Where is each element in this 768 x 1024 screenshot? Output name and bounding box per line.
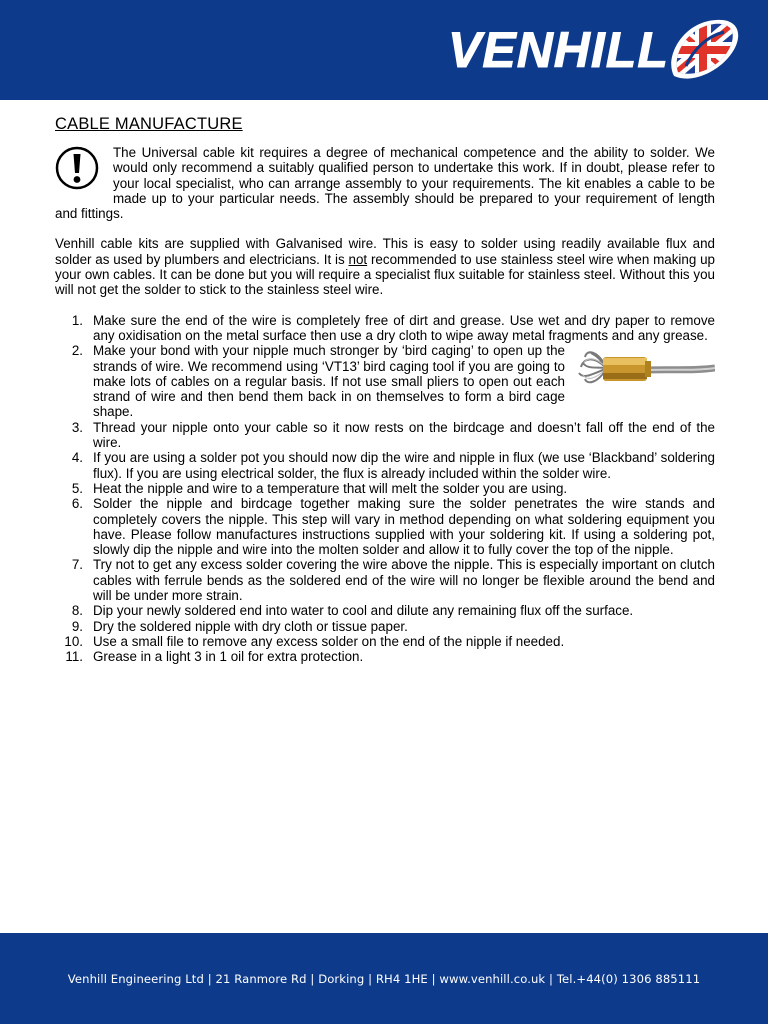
list-text: Dip your newly soldered end into water to cool and dilute any remaining flux off the surface.	[93, 603, 634, 619]
header-band	[0, 0, 768, 100]
list-item	[55, 557, 715, 603]
wire-type-paragraph	[55, 236, 715, 297]
list-text: Grease in a light 3 in 1 oil for extra protection.	[93, 649, 364, 665]
para2-underlined-word: not	[348, 251, 368, 267]
list-number: 2.	[71, 343, 83, 359]
list-item	[55, 496, 715, 557]
intro-section	[55, 145, 715, 221]
list-item	[55, 313, 715, 344]
list-text: Try not to get any excess solder covering the wire above the nipple. This is especially important on clutch cables with ferrule bends as the soldered end of the wire will no longer be flexible around the bend and will be under more strain.	[93, 557, 715, 604]
footer-contact-info[interactable]: Venhill Engineering Ltd | 21 Ranmore Rd | Dorking | RH4 1HE | www.venhill.co.uk | Tel.+44(0) 1306 885111	[67, 972, 701, 986]
exclamation-circle-icon	[55, 146, 99, 190]
list-text: Heat the nipple and wire to a temperature that will melt the solder you are using.	[93, 480, 568, 496]
list-item	[55, 450, 715, 481]
page-title: CABLE MANUFACTURE	[55, 115, 243, 133]
list-number: 8.	[71, 603, 83, 619]
list-number: 4.	[71, 450, 83, 466]
logo-wordmark: VENHILL	[448, 22, 669, 78]
cable-nipple-birdcage-photo	[575, 345, 715, 391]
list-number: 6.	[71, 496, 83, 512]
list-number: 9.	[71, 618, 83, 634]
list-item	[55, 343, 715, 419]
list-number: 7.	[71, 557, 83, 573]
list-text: Make your bond with your nipple much stronger by ‘bird caging’ to open up the strands of wire. We recommend using ‘VT13’ bird caging tool if you are going to make lots of cables on a regular basis. If not use small pliers to open out each strand of wire and then bend them back in on themselves to form a bird cage shape.	[93, 343, 565, 420]
list-text: Use a small file to remove any excess solder on the end of the nipple if needed.	[93, 633, 565, 649]
document-body	[55, 114, 715, 665]
union-flag-swoosh-icon	[664, 18, 740, 82]
list-item	[55, 649, 715, 664]
list-item	[55, 481, 715, 496]
list-text: Dry the soldered nipple with dry cloth or tissue paper.	[93, 618, 408, 634]
list-number: 5.	[71, 480, 83, 496]
list-text: Make sure the end of the wire is completely free of dirt and grease. Use wet and dry paper to remove any oxidisation on the metal surface then use a dry cloth to wipe away metal fragments and any grease.	[93, 312, 715, 343]
list-text: If you are using a solder pot you should now dip the wire and nipple in flux (we use ‘Blackband’ soldering flux). If you are using electrical solder, the flux is already included within the solder wire.	[93, 450, 715, 481]
footer-band	[0, 933, 768, 1024]
list-number: 3.	[71, 419, 83, 435]
list-number: 11.	[65, 649, 83, 665]
list-item	[55, 634, 715, 649]
list-item	[55, 619, 715, 634]
para2-text-after: recommended to use stainless steel wire when making up your own cables. It can be done but you will require a specialist flux suitable for stainless steel. Without this you will not get the solder to stick to the stainless steel wire.	[55, 251, 715, 298]
list-item	[55, 420, 715, 451]
list-number: 1.	[71, 312, 83, 328]
intro-paragraph: The Universal cable kit requires a degree of mechanical competence and the ability to solder. We would only recommend a suitably qualified person to undertake this work. If in doubt, please refer to your local specialist, who can arrange assembly to your requirements. The kit enables a cable to be made up to your particular needs. The assembly should be prepared to your requirement of length and fittings.	[55, 145, 715, 222]
para2-text-before: Venhill cable kits are supplied with Galvanised wire. This is easy to solder using readily available flux and solder as used by plumbers and electricians. It is	[55, 236, 715, 267]
list-number: 10.	[64, 633, 83, 649]
instruction-list	[55, 313, 715, 665]
list-text: Thread your nipple onto your cable so it now rests on the birdcage and doesn’t fall off the end of the wire.	[93, 419, 715, 451]
list-text: Solder the nipple and birdcage together making sure the solder penetrates the wire stands and completely covers the nipple. This step will vary in method depending on what soldering equipment you have. Please follow manufactures instructions supplied with your soldering kit. If using a soldering pot, slowly dip the nipple and wire into the molten solder and allow it to fully cover the top of the nipple.	[93, 496, 715, 558]
venhill-logo[interactable]	[448, 18, 740, 82]
list-item	[55, 603, 715, 618]
